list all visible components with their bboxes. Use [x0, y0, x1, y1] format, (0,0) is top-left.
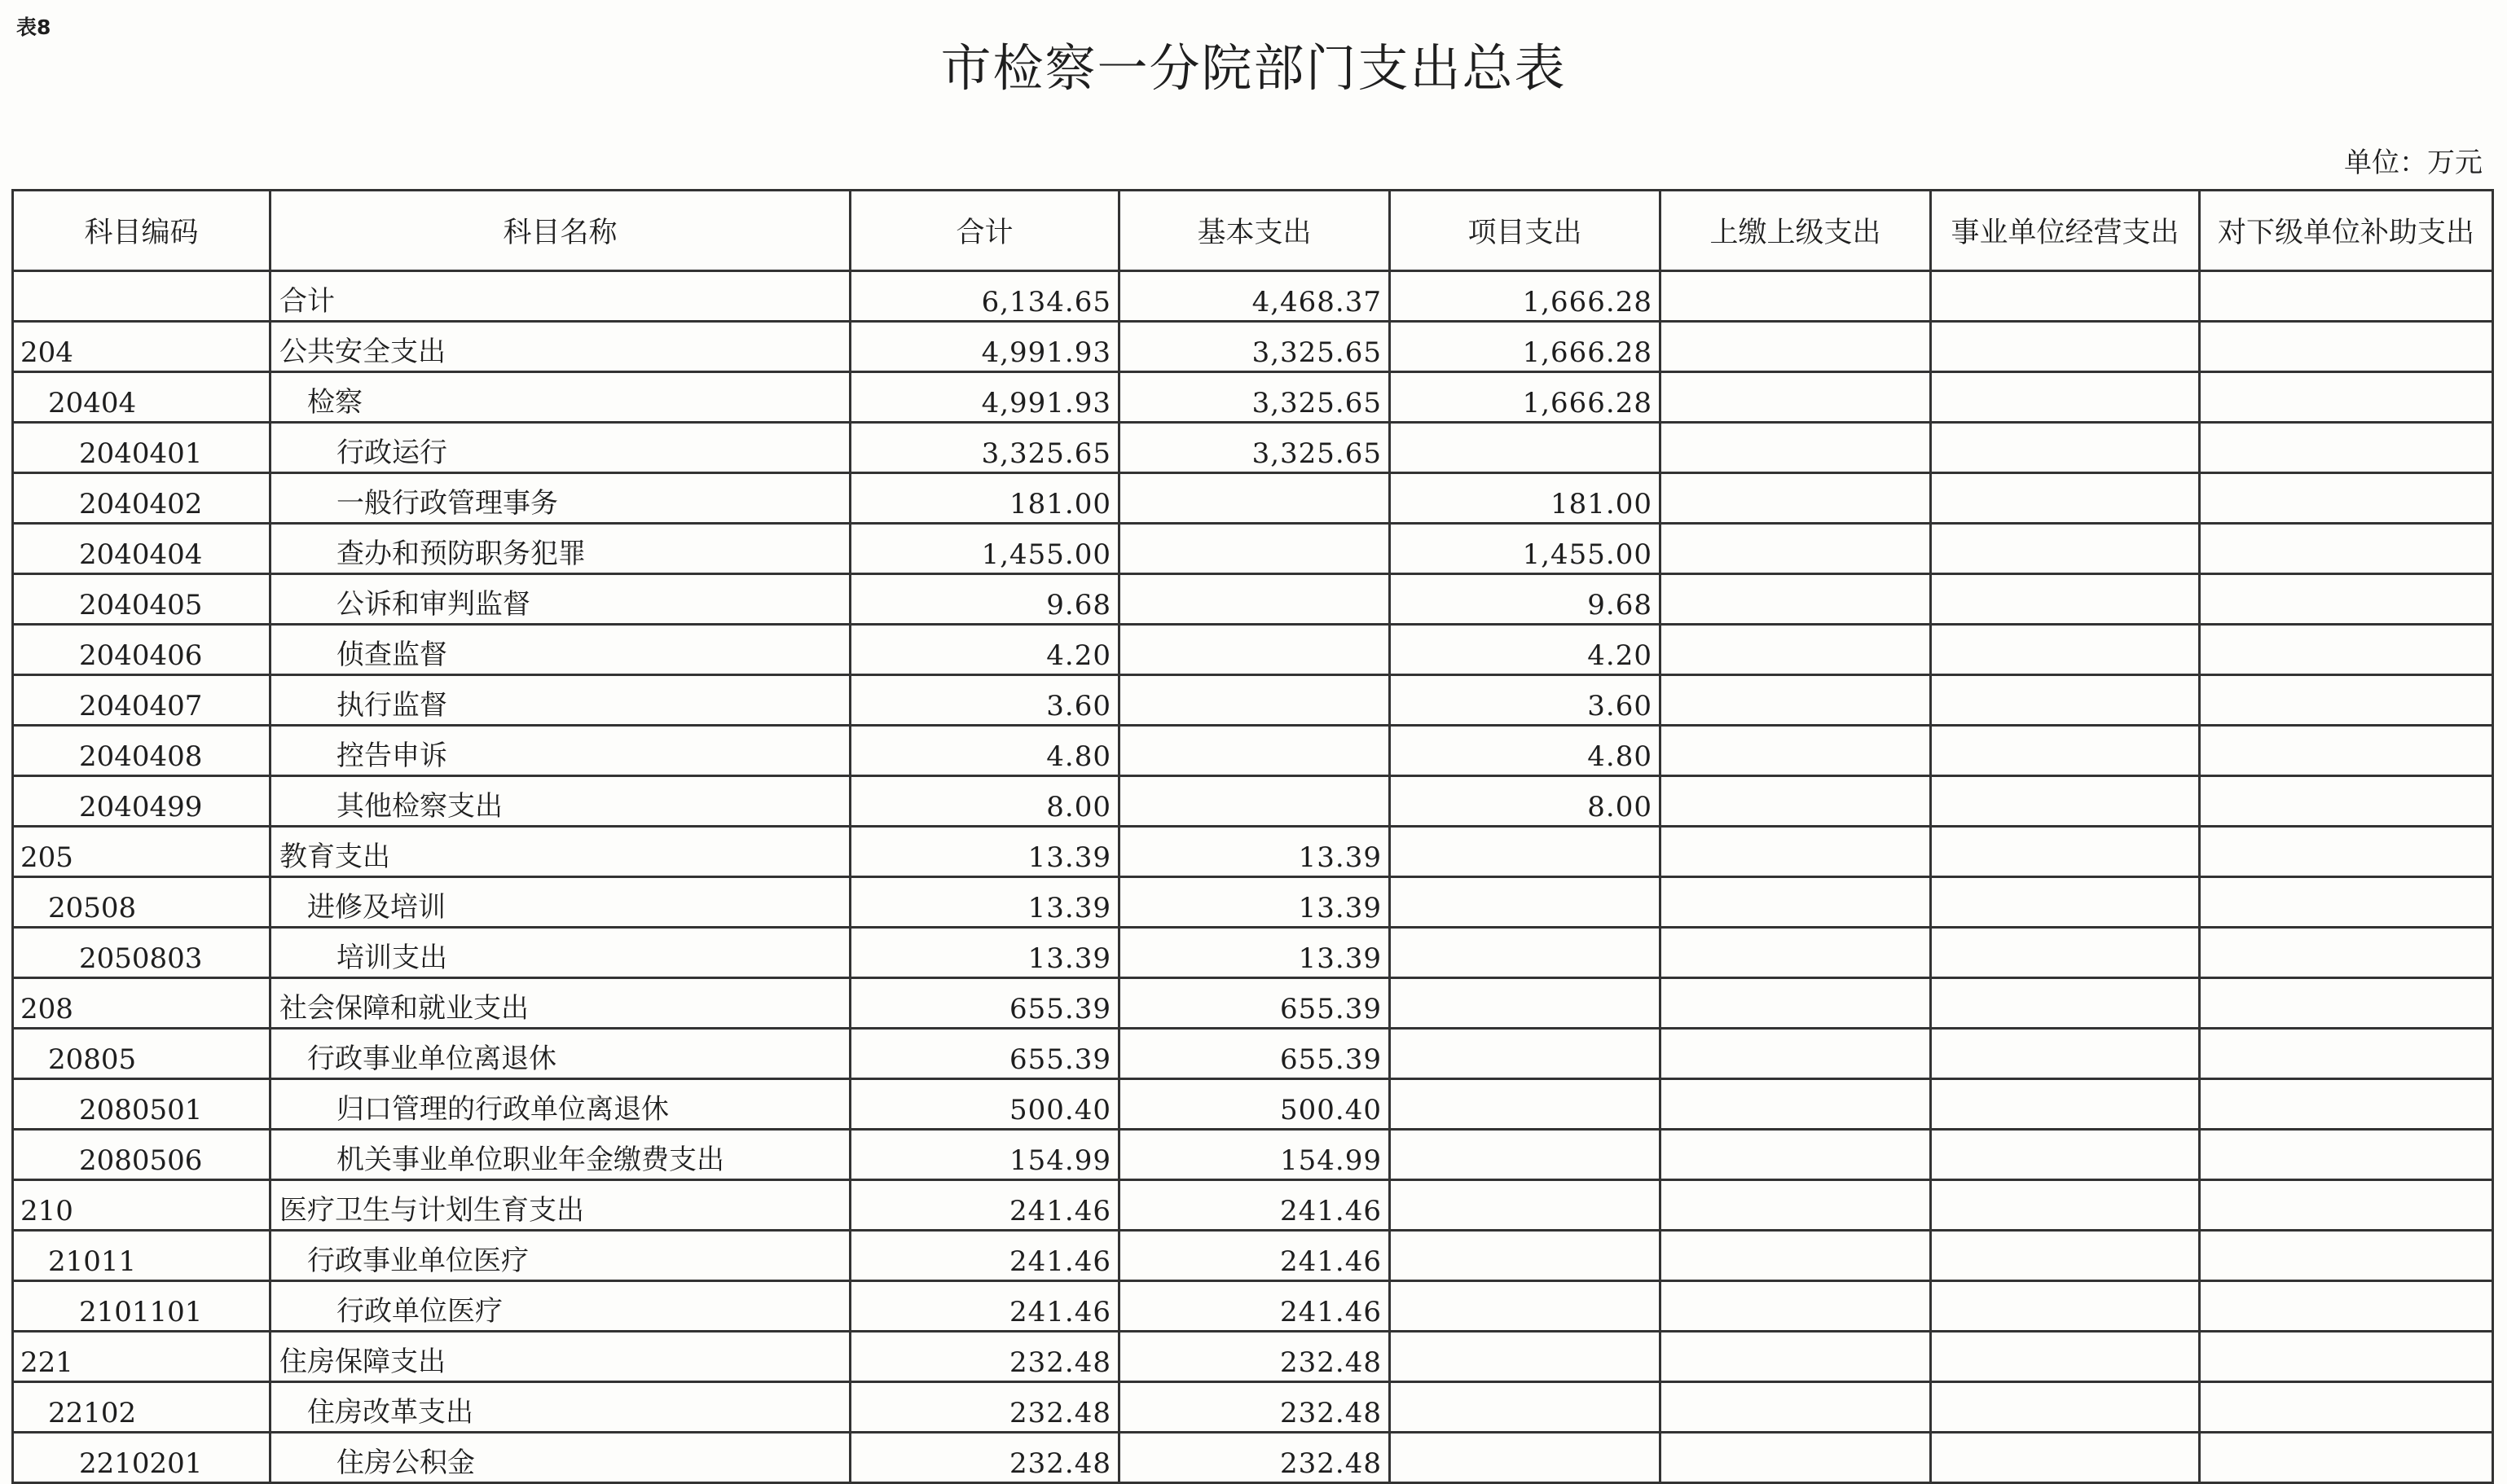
- cell-business: [1931, 322, 2200, 372]
- cell-total: 3,325.65: [851, 423, 1119, 473]
- table-row: [13, 1180, 2493, 1231]
- cell-project: [1390, 423, 1660, 473]
- table-row: [13, 1079, 2493, 1130]
- cell-business: [1931, 1180, 2200, 1231]
- cell-basic: [1119, 675, 1390, 726]
- cell-business: [1931, 1029, 2200, 1079]
- cell-business: [1931, 1079, 2200, 1130]
- cell-total: 1,455.00: [851, 524, 1119, 574]
- cell-subsidy: [2200, 1382, 2493, 1433]
- cell-total: 655.39: [851, 1029, 1119, 1079]
- cell-basic: 500.40: [1119, 1079, 1390, 1130]
- cell-basic: [1119, 776, 1390, 827]
- cell-upper: [1660, 322, 1931, 372]
- cell-code: 210: [13, 1180, 270, 1231]
- cell-subsidy: [2200, 877, 2493, 928]
- cell-name: 控告申诉: [270, 726, 851, 776]
- cell-name: 进修及培训: [270, 877, 851, 928]
- col-header-business: 事业单位经营支出: [1931, 191, 2200, 271]
- cell-upper: [1660, 726, 1931, 776]
- cell-total: 8.00: [851, 776, 1119, 827]
- cell-name: 住房保障支出: [270, 1332, 851, 1382]
- cell-code: 2040404: [13, 524, 270, 574]
- cell-project: [1390, 877, 1660, 928]
- cell-basic: 232.48: [1119, 1382, 1390, 1433]
- cell-upper: [1660, 1029, 1931, 1079]
- cell-code: 20805: [13, 1029, 270, 1079]
- cell-basic: 13.39: [1119, 928, 1390, 978]
- cell-business: [1931, 524, 2200, 574]
- cell-subsidy: [2200, 928, 2493, 978]
- cell-business: [1931, 423, 2200, 473]
- cell-project: 1,666.28: [1390, 372, 1660, 423]
- cell-basic: [1119, 574, 1390, 625]
- cell-upper: [1660, 827, 1931, 877]
- cell-upper: [1660, 1332, 1931, 1382]
- cell-basic: 655.39: [1119, 1029, 1390, 1079]
- cell-project: 4.20: [1390, 625, 1660, 675]
- cell-business: [1931, 1433, 2200, 1483]
- cell-name: 社会保障和就业支出: [270, 978, 851, 1029]
- cell-code: 2210201: [13, 1433, 270, 1483]
- cell-upper: [1660, 1231, 1931, 1281]
- cell-total: 3.60: [851, 675, 1119, 726]
- cell-subsidy: [2200, 524, 2493, 574]
- expenditure-table: [11, 189, 2494, 1484]
- cell-business: [1931, 372, 2200, 423]
- cell-code: 2040402: [13, 473, 270, 524]
- cell-business: [1931, 1231, 2200, 1281]
- cell-project: [1390, 1029, 1660, 1079]
- cell-upper: [1660, 1130, 1931, 1180]
- cell-business: [1931, 1281, 2200, 1332]
- table-row: [13, 271, 2493, 322]
- cell-name: 合计: [270, 271, 851, 322]
- cell-name: 查办和预防职务犯罪: [270, 524, 851, 574]
- cell-project: [1390, 1433, 1660, 1483]
- cell-name: 其他检察支出: [270, 776, 851, 827]
- table-number-label: 表8: [16, 15, 51, 39]
- cell-total: 500.40: [851, 1079, 1119, 1130]
- cell-code: 2040407: [13, 675, 270, 726]
- cell-name: 执行监督: [270, 675, 851, 726]
- cell-name: 公共安全支出: [270, 322, 851, 372]
- cell-business: [1931, 776, 2200, 827]
- cell-subsidy: [2200, 625, 2493, 675]
- cell-total: 241.46: [851, 1281, 1119, 1332]
- cell-upper: [1660, 928, 1931, 978]
- table-row: [13, 423, 2493, 473]
- table-row: [13, 928, 2493, 978]
- cell-project: [1390, 1079, 1660, 1130]
- cell-total: 232.48: [851, 1382, 1119, 1433]
- cell-business: [1931, 726, 2200, 776]
- cell-upper: [1660, 271, 1931, 322]
- cell-code: 2040499: [13, 776, 270, 827]
- cell-subsidy: [2200, 827, 2493, 877]
- cell-subsidy: [2200, 978, 2493, 1029]
- cell-total: 241.46: [851, 1180, 1119, 1231]
- cell-code: 208: [13, 978, 270, 1029]
- cell-code: 21011: [13, 1231, 270, 1281]
- table-row: [13, 827, 2493, 877]
- cell-project: 3.60: [1390, 675, 1660, 726]
- cell-name: 一般行政管理事务: [270, 473, 851, 524]
- cell-subsidy: [2200, 776, 2493, 827]
- cell-basic: 232.48: [1119, 1332, 1390, 1382]
- cell-total: 4.80: [851, 726, 1119, 776]
- cell-code: 221: [13, 1332, 270, 1382]
- cell-name: 行政运行: [270, 423, 851, 473]
- cell-total: 13.39: [851, 877, 1119, 928]
- cell-upper: [1660, 1079, 1931, 1130]
- cell-basic: [1119, 726, 1390, 776]
- cell-code: 2040401: [13, 423, 270, 473]
- cell-upper: [1660, 978, 1931, 1029]
- cell-subsidy: [2200, 1231, 2493, 1281]
- cell-basic: 3,325.65: [1119, 322, 1390, 372]
- cell-upper: [1660, 1281, 1931, 1332]
- cell-project: 181.00: [1390, 473, 1660, 524]
- unit-label: 单位：万元: [2344, 147, 2483, 179]
- table-row: [13, 1382, 2493, 1433]
- cell-basic: 13.39: [1119, 877, 1390, 928]
- page-title: 市检察一分院部门支出总表: [940, 38, 1567, 98]
- cell-project: 1,455.00: [1390, 524, 1660, 574]
- cell-upper: [1660, 1180, 1931, 1231]
- table-row: [13, 524, 2493, 574]
- table-row: [13, 776, 2493, 827]
- cell-name: 教育支出: [270, 827, 851, 877]
- table-row: [13, 1332, 2493, 1382]
- cell-business: [1931, 625, 2200, 675]
- cell-name: 行政单位医疗: [270, 1281, 851, 1332]
- cell-total: 9.68: [851, 574, 1119, 625]
- cell-basic: 241.46: [1119, 1281, 1390, 1332]
- table-row: [13, 1029, 2493, 1079]
- col-header-project: 项目支出: [1390, 191, 1660, 271]
- table-row: [13, 726, 2493, 776]
- cell-total: 154.99: [851, 1130, 1119, 1180]
- cell-total: 655.39: [851, 978, 1119, 1029]
- cell-total: 6,134.65: [851, 271, 1119, 322]
- cell-code: 22102: [13, 1382, 270, 1433]
- table-row: [13, 675, 2493, 726]
- cell-project: 1,666.28: [1390, 322, 1660, 372]
- cell-basic: 3,325.65: [1119, 423, 1390, 473]
- cell-business: [1931, 827, 2200, 877]
- cell-code: 2040406: [13, 625, 270, 675]
- cell-basic: 154.99: [1119, 1130, 1390, 1180]
- cell-upper: [1660, 877, 1931, 928]
- cell-project: [1390, 827, 1660, 877]
- cell-total: 241.46: [851, 1231, 1119, 1281]
- cell-total: 232.48: [851, 1332, 1119, 1382]
- cell-upper: [1660, 1433, 1931, 1483]
- cell-total: 4,991.93: [851, 322, 1119, 372]
- cell-subsidy: [2200, 271, 2493, 322]
- cell-name: 侦查监督: [270, 625, 851, 675]
- cell-upper: [1660, 625, 1931, 675]
- cell-total: 13.39: [851, 928, 1119, 978]
- cell-upper: [1660, 423, 1931, 473]
- cell-basic: 4,468.37: [1119, 271, 1390, 322]
- cell-total: 181.00: [851, 473, 1119, 524]
- cell-basic: 3,325.65: [1119, 372, 1390, 423]
- cell-business: [1931, 928, 2200, 978]
- cell-basic: [1119, 473, 1390, 524]
- cell-project: [1390, 1130, 1660, 1180]
- cell-basic: 241.46: [1119, 1180, 1390, 1231]
- table-row: [13, 574, 2493, 625]
- cell-subsidy: [2200, 322, 2493, 372]
- cell-basic: [1119, 524, 1390, 574]
- cell-project: [1390, 1180, 1660, 1231]
- col-header-subsidy: 对下级单位补助支出: [2200, 191, 2493, 271]
- cell-business: [1931, 675, 2200, 726]
- cell-subsidy: [2200, 423, 2493, 473]
- cell-upper: [1660, 675, 1931, 726]
- cell-business: [1931, 574, 2200, 625]
- cell-code: 205: [13, 827, 270, 877]
- cell-subsidy: [2200, 726, 2493, 776]
- cell-upper: [1660, 776, 1931, 827]
- cell-project: [1390, 1332, 1660, 1382]
- cell-project: 8.00: [1390, 776, 1660, 827]
- table-row: [13, 1433, 2493, 1483]
- cell-code: 2101101: [13, 1281, 270, 1332]
- cell-subsidy: [2200, 675, 2493, 726]
- col-header-total: 合计: [851, 191, 1119, 271]
- cell-total: 13.39: [851, 827, 1119, 877]
- cell-upper: [1660, 574, 1931, 625]
- cell-business: [1931, 1332, 2200, 1382]
- cell-code: 204: [13, 322, 270, 372]
- cell-project: 9.68: [1390, 574, 1660, 625]
- cell-project: [1390, 1281, 1660, 1332]
- cell-code: 20404: [13, 372, 270, 423]
- cell-name: 行政事业单位离退休: [270, 1029, 851, 1079]
- cell-subsidy: [2200, 1130, 2493, 1180]
- cell-basic: 13.39: [1119, 827, 1390, 877]
- cell-subsidy: [2200, 574, 2493, 625]
- cell-basic: 241.46: [1119, 1231, 1390, 1281]
- cell-name: 公诉和审判监督: [270, 574, 851, 625]
- cell-project: [1390, 978, 1660, 1029]
- cell-name: 归口管理的行政单位离退休: [270, 1079, 851, 1130]
- table-row: [13, 978, 2493, 1029]
- cell-total: 4.20: [851, 625, 1119, 675]
- cell-upper: [1660, 1382, 1931, 1433]
- col-header-code: 科目编码: [13, 191, 270, 271]
- cell-code: 2080506: [13, 1130, 270, 1180]
- cell-project: [1390, 928, 1660, 978]
- col-header-name: 科目名称: [270, 191, 851, 271]
- cell-business: [1931, 877, 2200, 928]
- table-row: [13, 877, 2493, 928]
- cell-code: 2050803: [13, 928, 270, 978]
- cell-subsidy: [2200, 1433, 2493, 1483]
- cell-name: 医疗卫生与计划生育支出: [270, 1180, 851, 1231]
- cell-business: [1931, 1130, 2200, 1180]
- table-row: [13, 322, 2493, 372]
- cell-business: [1931, 978, 2200, 1029]
- cell-upper: [1660, 473, 1931, 524]
- cell-subsidy: [2200, 1332, 2493, 1382]
- cell-basic: [1119, 625, 1390, 675]
- table-row: [13, 625, 2493, 675]
- header-row: [13, 191, 2493, 271]
- table-row: [13, 372, 2493, 423]
- table-row: [13, 1281, 2493, 1332]
- cell-subsidy: [2200, 473, 2493, 524]
- col-header-basic: 基本支出: [1119, 191, 1390, 271]
- table-row: [13, 473, 2493, 524]
- cell-project: 4.80: [1390, 726, 1660, 776]
- cell-subsidy: [2200, 1281, 2493, 1332]
- cell-upper: [1660, 372, 1931, 423]
- cell-business: [1931, 1382, 2200, 1433]
- cell-business: [1931, 473, 2200, 524]
- cell-code: [13, 271, 270, 322]
- cell-code: 20508: [13, 877, 270, 928]
- cell-code: 2040408: [13, 726, 270, 776]
- cell-project: [1390, 1231, 1660, 1281]
- cell-name: 机关事业单位职业年金缴费支出: [270, 1130, 851, 1180]
- cell-basic: 655.39: [1119, 978, 1390, 1029]
- table-row: [13, 1130, 2493, 1180]
- cell-name: 培训支出: [270, 928, 851, 978]
- cell-basic: 232.48: [1119, 1433, 1390, 1483]
- cell-name: 行政事业单位医疗: [270, 1231, 851, 1281]
- cell-total: 4,991.93: [851, 372, 1119, 423]
- cell-subsidy: [2200, 1079, 2493, 1130]
- cell-code: 2080501: [13, 1079, 270, 1130]
- cell-name: 住房公积金: [270, 1433, 851, 1483]
- cell-subsidy: [2200, 372, 2493, 423]
- cell-total: 232.48: [851, 1433, 1119, 1483]
- cell-name: 检察: [270, 372, 851, 423]
- cell-subsidy: [2200, 1029, 2493, 1079]
- cell-code: 2040405: [13, 574, 270, 625]
- cell-subsidy: [2200, 1180, 2493, 1231]
- cell-project: 1,666.28: [1390, 271, 1660, 322]
- cell-name: 住房改革支出: [270, 1382, 851, 1433]
- table-row: [13, 1231, 2493, 1281]
- cell-upper: [1660, 524, 1931, 574]
- col-header-upper: 上缴上级支出: [1660, 191, 1931, 271]
- cell-business: [1931, 271, 2200, 322]
- cell-project: [1390, 1382, 1660, 1433]
